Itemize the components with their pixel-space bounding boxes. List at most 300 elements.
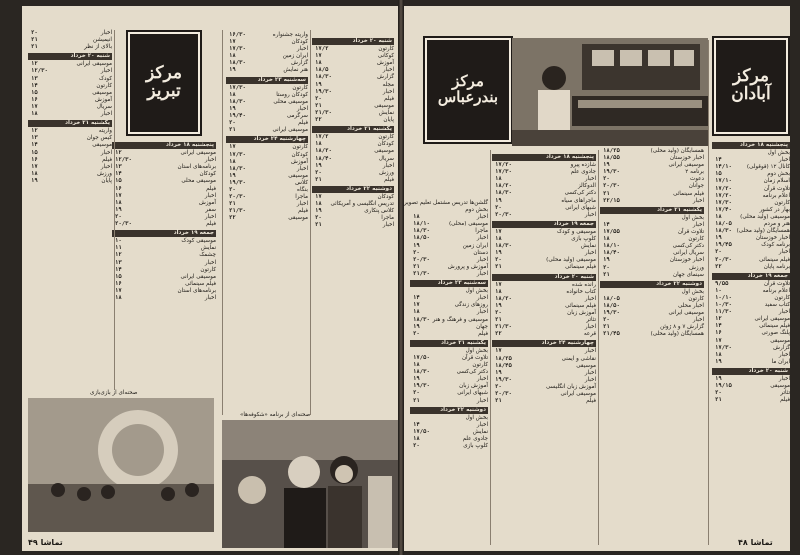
- program-title: اخبار: [692, 197, 704, 204]
- program-time: ۱۸: [495, 236, 502, 243]
- program-time: ۱۸: [413, 362, 420, 369]
- schedule-row: [226, 215, 308, 222]
- schedule-row: [410, 309, 488, 316]
- schedule-row: [600, 296, 704, 303]
- program-title: اخبار: [204, 259, 216, 266]
- program-time: ۱۷/۱۰: [715, 178, 732, 185]
- schedule-row: [28, 150, 112, 157]
- program-title: برنامه ۲: [685, 169, 704, 176]
- program-time: ۱۸: [31, 170, 38, 177]
- program-time: ۱۷/۳۰: [229, 151, 246, 158]
- program-title: اخبار خوزستان: [755, 235, 790, 242]
- schedule-row: [712, 316, 790, 323]
- program-title: آموزش: [291, 158, 308, 165]
- schedule-row: [410, 369, 488, 376]
- program-time: ۱۷: [115, 287, 122, 294]
- program-time: ۲۱: [229, 201, 236, 208]
- schedule-row: [226, 120, 308, 127]
- program-title: واریته: [98, 128, 112, 135]
- schedule-row: [410, 383, 488, 390]
- program-title: تلاوت قرآن: [677, 229, 704, 236]
- program-time: ۱۷/۵۰: [413, 428, 430, 435]
- schedule-row: [712, 359, 790, 366]
- program-title: اخبار: [296, 46, 308, 53]
- program-time: ۱۸: [413, 214, 420, 221]
- program-title: اخبار: [382, 88, 394, 95]
- schedule-row: [28, 157, 112, 164]
- program-title: موسیقی محلی: [273, 98, 308, 105]
- program-title: ایران زمین: [462, 242, 488, 249]
- program-time: ۱۲: [31, 128, 38, 135]
- schedule-row: [112, 186, 216, 193]
- program-time: ۱۸: [229, 53, 236, 60]
- schedule-row: [410, 228, 488, 235]
- schedule-day-header: یکشنبه ۲۱ خرداد: [410, 340, 488, 347]
- program-time: ۱۸/۳۰: [715, 228, 732, 235]
- program-title: تئاتر: [586, 317, 596, 324]
- program-time: ۱۷: [413, 302, 420, 309]
- schedule-row: [492, 384, 596, 391]
- program-title: فیلم: [298, 208, 308, 215]
- program-title: موسیقی: [288, 172, 308, 179]
- program-title: فیلم: [206, 221, 216, 228]
- schedule-row: [600, 183, 704, 190]
- control-room-illustration: [512, 38, 708, 146]
- program-title: سرگرمی: [286, 113, 308, 120]
- bandar-abbas-center-title: مرکز بندرعباس: [425, 38, 511, 142]
- program-time: ۱۵: [715, 171, 722, 178]
- program-title: اخبار: [382, 222, 394, 229]
- schedule-row: [712, 200, 790, 207]
- schedule-row: [492, 198, 596, 205]
- program-title: موسیقی و فرهنگ و هنر: [432, 316, 488, 323]
- program-time: ۱۵: [31, 89, 38, 96]
- column-rule: [114, 30, 115, 390]
- schedule-day-header: سه‌شنبه ۲۳ خرداد: [226, 77, 308, 84]
- schedule-row: [410, 324, 488, 331]
- program-title: موسیقی (محلی): [448, 221, 488, 228]
- program-title: اعلام برنامه: [762, 287, 790, 294]
- folio-number: ۴۸: [738, 538, 748, 547]
- schedule-row: [226, 208, 308, 215]
- program-time: ۱۸/۳۰: [413, 369, 430, 376]
- schedule-row: [492, 169, 596, 176]
- center-schedule-column-b: [226, 32, 308, 412]
- program-title: کارتون: [774, 199, 790, 206]
- program-title: کارتون: [688, 295, 704, 302]
- schedule-row: [600, 303, 704, 310]
- schedule-row: [712, 397, 790, 404]
- schedule-row: [712, 171, 790, 178]
- program-time: ۱۸: [413, 436, 420, 442]
- program-title: ایران زمین: [282, 53, 308, 60]
- left-page-number: [28, 538, 63, 547]
- program-title: اخبار: [296, 105, 308, 112]
- program-title: بنگاه: [297, 186, 308, 193]
- schedule-row: [492, 377, 596, 384]
- program-time: ۱۷/۵۵: [603, 229, 620, 236]
- schedule-row: [112, 295, 216, 302]
- schedule-row: [712, 150, 790, 157]
- schedule-row: [712, 281, 790, 288]
- program-time: ۱۹/۳۰: [413, 383, 430, 390]
- program-time: ۱۷/۳۰: [715, 199, 732, 206]
- schedule-row: [403, 200, 488, 207]
- program-title: نمایش: [472, 428, 488, 435]
- program-title: اخبار: [778, 351, 790, 358]
- program-time: ۱۷/۴۰: [715, 206, 732, 213]
- schedule-row: [112, 288, 216, 295]
- program-title: فیلم: [102, 156, 112, 163]
- schedule-row: [492, 356, 596, 363]
- program-title: دکتر کی‌کسی: [672, 243, 704, 250]
- program-title: فیلم سینمائی: [759, 323, 790, 330]
- program-time: ۲۱: [315, 102, 322, 109]
- program-title: فیلم: [298, 120, 308, 127]
- schedule-row: [600, 191, 704, 198]
- program-title: موسیقی ایرانی: [180, 150, 216, 157]
- schedule-row: [492, 370, 596, 377]
- program-time: ۲۰: [715, 390, 722, 397]
- schedule-row: [312, 163, 394, 170]
- schedule-row: [410, 317, 488, 324]
- program-title: اخبار: [476, 295, 488, 302]
- program-title: اخبار: [584, 176, 596, 183]
- program-title: اخبار: [100, 149, 112, 156]
- program-time: ۱۳: [115, 259, 122, 266]
- program-title: اخبار خوزستان: [669, 155, 704, 162]
- program-time: ۱۷: [115, 192, 122, 199]
- schedule-row: [492, 296, 596, 303]
- schedule-row: [600, 155, 704, 162]
- program-title: موسیقی (ولید محلی): [740, 213, 790, 220]
- schedule-row: [492, 363, 596, 370]
- program-title: فیلم سینمائی: [673, 190, 704, 197]
- program-title: موسیقی: [374, 148, 394, 155]
- schedule-row: [600, 198, 704, 205]
- program-title: اسلام زمان: [763, 178, 790, 185]
- program-title: بخش اول: [465, 288, 488, 295]
- schedule-row: [712, 345, 790, 352]
- program-time: ۱۹: [495, 250, 502, 257]
- schedule-row: [600, 215, 704, 222]
- schedule-row: [600, 169, 704, 176]
- program-time: ۱۸/۳۰: [229, 98, 246, 105]
- schedule-day-header: دوشنبه ۲۲ خرداد: [312, 186, 394, 193]
- schedule-row: [712, 352, 790, 359]
- program-title: شازده پیرو: [570, 162, 596, 169]
- program-title: فیلم سینمائی: [565, 264, 596, 271]
- program-title: فیلم سینمائی: [185, 280, 216, 287]
- schedule-day-header: جمعه ۱۹ خرداد: [492, 221, 596, 228]
- program-time: ۱۹/۴۵: [715, 242, 732, 249]
- program-time: ۲۲: [715, 263, 722, 270]
- schedule-row: [226, 201, 308, 208]
- schedule-row: [712, 264, 790, 271]
- program-time: ۱۷/۵۰: [413, 354, 430, 361]
- schedule-day-header: یکشنبه ۲۱ خرداد: [28, 120, 112, 127]
- program-time: ۱۸: [413, 309, 420, 316]
- program-time: ۱۶: [115, 280, 122, 287]
- schedule-day-header: دوشنبه ۲۲ خرداد: [600, 281, 704, 288]
- program-title: ایران ما: [771, 358, 790, 365]
- program-title: اخبار: [382, 162, 394, 169]
- bandar-abbas-schedule-column-2: [403, 200, 488, 548]
- program-title: دکتر کی‌کسی: [456, 369, 488, 376]
- schedule-row: [410, 214, 488, 221]
- program-title: کلاس پنکاری: [364, 208, 394, 215]
- performers-illustration: [222, 420, 398, 548]
- bandar-abbas-schedule-column: [492, 152, 596, 548]
- schedule-row: [410, 243, 488, 250]
- schedule-row: [410, 348, 488, 355]
- program-time: ۱۹: [603, 162, 610, 169]
- schedule-row: [226, 92, 308, 99]
- program-time: ۱۹: [495, 197, 502, 204]
- program-time: ۱۹/۳۰: [603, 169, 620, 176]
- program-title: سریال ایرانی: [673, 250, 704, 257]
- program-time: ۱۷/۲: [315, 134, 329, 141]
- schedule-row: [492, 317, 596, 324]
- program-title: کیس جوان: [86, 135, 112, 142]
- schedule-row: [712, 288, 790, 295]
- program-time: ۱۹/۴۰: [229, 113, 246, 120]
- program-title: موسیقی ایرانی: [272, 127, 308, 134]
- program-time: ۱۸: [315, 201, 322, 208]
- schedule-row: [112, 281, 216, 288]
- program-time: ۲۰/۳۰: [495, 391, 512, 397]
- program-title: موسیقی ایرانی: [76, 61, 112, 68]
- program-time: ۱۷: [31, 163, 38, 170]
- program-title: گزارش: [773, 344, 790, 351]
- schedule-row: [410, 221, 488, 228]
- program-title: سینمای جهان: [672, 271, 704, 278]
- program-title: جهان: [476, 323, 488, 330]
- program-title: کارتون: [774, 294, 790, 301]
- program-time: ۱۸/۲۰: [315, 148, 332, 155]
- schedule-day-header: یکشنبه ۲۱ خرداد: [312, 126, 394, 133]
- program-title: سریال: [96, 103, 112, 110]
- schedule-row: [410, 422, 488, 429]
- program-time: ۱۸: [603, 236, 610, 243]
- program-title: اخبار: [778, 157, 790, 164]
- program-title: موسیقی ایرانی: [560, 391, 596, 397]
- program-title: کارتون: [378, 46, 394, 53]
- schedule-row: [112, 150, 216, 157]
- program-time: ۱۸/۴۰: [603, 250, 620, 257]
- schedule-row: [712, 257, 790, 264]
- schedule-row: [492, 289, 596, 296]
- schedule-row: [600, 148, 704, 155]
- program-time: ۱۱: [115, 245, 122, 252]
- schedule-row: [28, 61, 112, 68]
- schedule-row: [226, 60, 308, 67]
- program-title: فیلم سینمائی: [759, 256, 790, 263]
- program-time: ۲۰: [495, 309, 502, 316]
- program-time: ۱۹: [715, 376, 722, 382]
- program-title: اخبار: [100, 111, 112, 118]
- schedule-row: [712, 249, 790, 256]
- program-title: موسیقی: [374, 102, 394, 109]
- program-title: همسایگان (ولید محلی): [650, 148, 704, 154]
- tv-studio-control-room-photo: [512, 38, 708, 146]
- schedule-row: [28, 68, 112, 75]
- schedule-row: [226, 187, 308, 194]
- program-time: ۱۸/۵: [315, 67, 329, 74]
- schedule-row: [410, 443, 488, 450]
- program-time: ۲۰/۳۰: [115, 221, 132, 228]
- program-time: ۱۷: [229, 39, 236, 46]
- schedule-row: [312, 148, 394, 155]
- program-time: ۱۷: [715, 337, 722, 344]
- program-title: برنامه پایان: [763, 263, 790, 270]
- program-time: ۱۸/۳۰: [229, 165, 246, 172]
- program-title: آموزش: [95, 96, 112, 103]
- program-time: ۱۹: [229, 105, 236, 112]
- schedule-row: [492, 264, 596, 271]
- program-title: اخبار: [476, 270, 488, 277]
- schedule-day-header: دوشنبه ۲۲ خرداد: [410, 407, 488, 414]
- program-title: بخش اول: [465, 347, 488, 354]
- program-title: روزهای زندگی: [454, 302, 488, 309]
- program-title: نقاشی و ایمنی: [561, 355, 596, 362]
- program-time: ۱۰/۳۰: [715, 302, 732, 309]
- schedule-row: [410, 257, 488, 264]
- program-time: ۱۷/۳۰: [229, 46, 246, 53]
- program-time: ۱۴: [715, 157, 722, 164]
- program-time: ۲۱/۳۰: [229, 208, 246, 215]
- program-title: اخبار: [204, 192, 216, 199]
- schedule-row: [712, 376, 790, 383]
- program-time: ۲۰: [603, 264, 610, 271]
- program-title: واریته جشنواره: [272, 32, 308, 38]
- program-time: ۱۹: [229, 67, 236, 74]
- program-title: چشمک: [199, 252, 216, 259]
- program-time: ۱۳: [31, 135, 38, 142]
- right-page-number: [738, 538, 773, 547]
- schedule-row: [600, 222, 704, 229]
- schedule-row: [28, 178, 112, 185]
- schedule-row: [112, 238, 216, 245]
- program-time: ۹/۵۵: [715, 280, 729, 287]
- program-title: کودکان: [377, 193, 394, 200]
- program-title: اخبار: [204, 157, 216, 164]
- schedule-row: [410, 355, 488, 362]
- program-title: گلشن‌ها تدریس مشتمل تعلیم تصویر: [403, 200, 488, 206]
- program-title: کودکان: [377, 141, 394, 148]
- schedule-day-header: پنجشنبه ۱۸ خرداد: [112, 142, 216, 149]
- schedule-row: [226, 180, 308, 187]
- program-time: ۲۰/۳۰: [413, 256, 430, 263]
- schedule-row: [312, 117, 394, 124]
- schedule-row: [492, 236, 596, 243]
- schedule-row: [28, 142, 112, 149]
- schedule-row: [226, 99, 308, 106]
- program-time: ۱۵: [31, 149, 38, 156]
- folio-masthead: تماشا: [40, 538, 63, 547]
- program-title: کتاب خانواده: [566, 288, 596, 295]
- program-title: گزارش: [291, 60, 308, 67]
- program-title: فیلم: [478, 330, 488, 337]
- program-title: اخبار: [584, 348, 596, 355]
- program-time: ۱۹/۱۵: [715, 383, 732, 390]
- program-title: کارتون: [292, 84, 308, 91]
- program-time: ۲۱: [315, 176, 322, 183]
- tabriz-center-title: مرکز تبریز: [128, 32, 200, 134]
- schedule-day-header: پنجشنبه ۱۸ خرداد: [712, 142, 790, 149]
- program-title: کوکانی: [377, 53, 394, 60]
- program-time: ۲۰: [31, 30, 38, 36]
- schedule-row: [410, 390, 488, 397]
- program-time: ۱۷: [315, 193, 322, 200]
- program-time: ۱۹: [413, 376, 420, 383]
- schedule-row: [492, 250, 596, 257]
- program-title: تلاوت قرآن: [763, 280, 790, 287]
- program-time: ۲۱: [603, 324, 610, 331]
- program-time: ۲۱: [315, 222, 322, 229]
- program-title: اخبار: [100, 163, 112, 170]
- schedule-row: [712, 309, 790, 316]
- schedule-row: [600, 250, 704, 257]
- program-time: ۱۷: [495, 348, 502, 355]
- program-time: ۱۷/۳۰: [229, 84, 246, 91]
- program-time: ۱۳: [115, 164, 122, 171]
- program-title: اخبار: [204, 294, 216, 301]
- schedule-row: [712, 228, 790, 235]
- program-title: قرعه: [583, 331, 596, 338]
- program-time: ۱۲/۳۰: [31, 68, 48, 75]
- schedule-row: [712, 193, 790, 200]
- program-title: الدوکالز: [577, 183, 596, 190]
- program-title: کودکان: [291, 151, 308, 158]
- program-title: جوانان: [688, 183, 704, 190]
- program-title: موسیقی: [92, 142, 112, 149]
- program-time: ۱۸/۳۰: [495, 190, 512, 197]
- program-time: ۲۰: [603, 317, 610, 324]
- program-title: فیلم: [384, 95, 394, 102]
- program-title: کودکان: [199, 171, 216, 178]
- schedule-day-header: شنبه ۲۰ خرداد: [712, 368, 790, 375]
- program-time: ۱۵: [115, 273, 122, 280]
- program-title: اخبار: [476, 235, 488, 242]
- schedule-row: [312, 170, 394, 177]
- program-time: ۲۰: [715, 249, 722, 256]
- program-title: بهار در کشور: [759, 206, 790, 213]
- program-title: اخبار: [100, 68, 112, 75]
- program-time: ۱۹: [603, 257, 610, 264]
- program-title: نمایش: [200, 245, 216, 252]
- schedule-row: [712, 207, 790, 214]
- program-time: ۱۰: [715, 287, 722, 294]
- schedule-row: [410, 271, 488, 278]
- schedule-row: [410, 429, 488, 436]
- schedule-row: [226, 152, 308, 159]
- program-time: ۱۸: [115, 294, 122, 301]
- program-time: ۱۹: [715, 235, 722, 242]
- program-title: بخش اول: [465, 414, 488, 421]
- schedule-row: [312, 156, 394, 163]
- program-title: اخبار: [100, 30, 112, 36]
- program-title: موسیقی: [770, 337, 790, 344]
- program-title: جادوی علم: [462, 436, 488, 442]
- schedule-row: [600, 243, 704, 250]
- page-gutter: [398, 0, 404, 555]
- schedule-row: [226, 173, 308, 180]
- program-title: اخبار: [382, 67, 394, 74]
- program-time: ۱۸/۰۵: [715, 221, 732, 228]
- program-title: برنامه‌های استان: [177, 287, 216, 294]
- program-title: کلوپ بازی: [463, 443, 488, 450]
